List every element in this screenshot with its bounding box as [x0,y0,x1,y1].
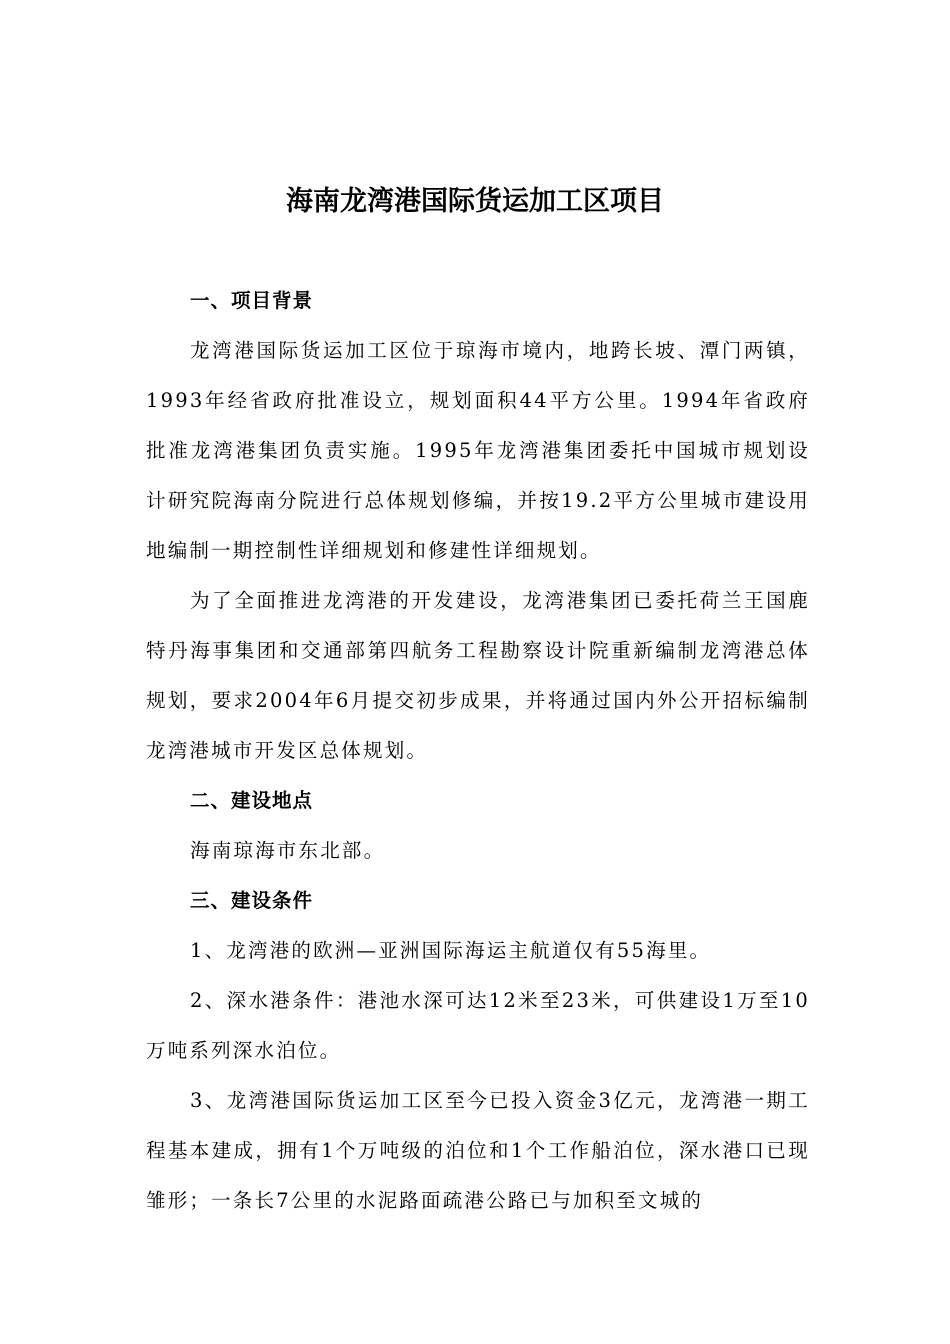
paragraph-condition-1: 1、龙湾港的欧洲—亚洲国际海运主航道仅有55海里。 [190,939,712,962]
paragraph-condition-2: 2、深水港条件：港池水深可达12米至23米，可供建设1万至10万吨系列深水泊位。 [146,989,810,1062]
section-heading-conditions: 三、建设条件 [190,889,314,912]
section-heading-location: 二、建设地点 [190,789,314,812]
paragraph-background-1: 龙湾港国际货运加工区位于琼海市境内，地跨长坡、潭门两镇，1993年经省政府批准设立，规划面积44平方公里。1994年省政府批准龙湾港集团负责实施。1995年龙湾港集团委托中国城市规划设计研究院海南分院进行总体规划修编，并按19.2平方公里城市建设用地编制一期控制性详细规划和修建性详细规划。 [146,339,810,562]
document-title: 海南龙湾港国际货运加工区项目 [286,186,664,217]
document-body [146,276,810,1226]
section-heading-background: 一、项目背景 [190,289,314,312]
paragraph-background-2: 为了全面推进龙湾港的开发建设，龙湾港集团已委托荷兰王国鹿特丹海事集团和交通部第四航务工程勘察设计院重新编制龙湾港总体规划，要求2004年6月提交初步成果，并将通过国内外公开招标编制龙湾港城市开发区总体规划。 [146,589,810,762]
paragraph-condition-3: 3、龙湾港国际货运加工区至今已投入资金3亿元，龙湾港一期工程基本建成，拥有1个万吨级的泊位和1个工作船泊位，深水港口已现雏形；一条长7公里的水泥路面疏港公路已与加积至文城的 [146,1089,810,1212]
paragraph-location: 海南琼海市东北部。 [190,839,386,862]
